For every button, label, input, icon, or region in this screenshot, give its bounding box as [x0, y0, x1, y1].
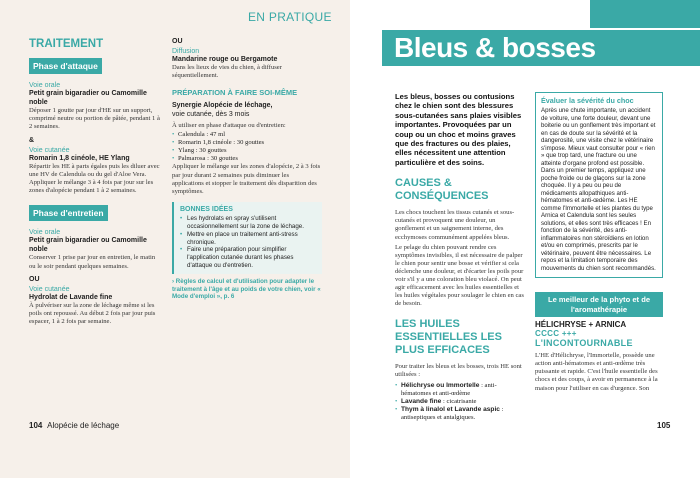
phase-entretien-tag: Phase d'entretien: [29, 205, 108, 221]
left-running-footer: Alopécie de léchage: [47, 421, 120, 430]
cutanee-1-title: Romarin 1,8 cinéole, HE Ylang: [29, 154, 130, 162]
ou-separator: OU: [29, 275, 40, 283]
left-column-a: [29, 38, 161, 326]
left-column-b: [172, 38, 322, 301]
huiles-intro: Pour traiter les bleus et les bosses, trois HE sont utilisées :: [395, 363, 522, 379]
huiles-heading: LES HUILES ESSENTIELLES LES PLUS EFFICACES: [395, 318, 502, 357]
ingredient-item: • Palmarosa : 30 gouttes: [172, 155, 322, 163]
ingredient-item: • Romarin 1,8 cinéole : 30 gouttes: [172, 139, 322, 147]
huile-name: Thym à linalol et Lavande aspic: [401, 405, 500, 413]
synergie-intro: À utiliser en phase d'attaque ou d'entretien:: [172, 122, 286, 130]
bonne-idee-item: • Faire une préparation pour simplifier l'application cutanée durant les phases d'attaque ou d'entretien.: [180, 246, 318, 269]
huile-item: [395, 406, 525, 422]
huile-item: [395, 398, 525, 406]
huile-desc: : anti-hématomes et anti-œdème: [401, 381, 497, 397]
bonne-idee-item: • Les hydrolats en spray s'utilisent occasionnellement sur la zone de léchage.: [180, 215, 318, 231]
diffusion-title: Mandarine rouge ou Bergamote: [172, 56, 278, 63]
right-page-number: 105: [657, 421, 671, 430]
page-title: Bleus & bosses: [394, 32, 596, 63]
phase-attaque-tag: Phase d'attaque: [29, 58, 102, 74]
mode-emploi-reference[interactable]: › Règles de calcul et d'utilisation pour adapter le traitement à l'âge et au poids de votre chien, voir « Mode d'emploi », p. 6: [172, 277, 321, 301]
section-header: EN PRATIQUE: [248, 10, 332, 24]
bonne-idee-item: • Mettre en place un traitement anti-stress chronique.: [180, 231, 318, 247]
huile-name: Lavande fine: [401, 397, 442, 405]
ingredient-item: • Ylang : 30 gouttes: [172, 147, 322, 155]
corner-accent: [590, 0, 700, 28]
bonnes-idees-list: [180, 215, 318, 270]
cutanee-2-title: Hydrolat de Lavande fine: [29, 293, 113, 301]
causes-body-1: Les chocs touchent les tissus cutanés et sous-cutanés et provoquent une douleur, un gonflement et un saignement interne, des ecchymoses communément appelées bleus.: [395, 209, 515, 241]
synergie-subtitle: voie cutanée, dès 3 mois: [172, 111, 250, 119]
causes-heading: CAUSES & CONSÉQUENCES: [395, 177, 489, 203]
ingredient-list: [172, 131, 322, 164]
bonnes-idees-title: BONNES IDÉES: [180, 206, 233, 214]
traitement-heading: TRAITEMENT: [29, 38, 104, 50]
voie-orale-label: Voie orale: [29, 82, 61, 89]
cutanee-2-body: À pulvériser sur la zone de léchage même si les poils ont repoussé. Au début 2 fois par jour puis espacer, 1 à 2 fois par semaine.: [29, 301, 156, 326]
bonnes-idees-box: [172, 202, 322, 274]
left-page-number: 104: [29, 421, 43, 430]
causes-body-2: Le pelage du chien pouvant rendre ces symptômes invisibles, il est nécessaire de palper le chien pour sentir une bosse et vérifier si cela déclenche une douleur, et d'écarter les poils pour voir s'il y a une coloration bleu violacé. On peut agir efficacement avec les huiles essentielles et les huiles végétales pour soulager le chien en cas de besoin.: [395, 243, 524, 308]
orale-1-title: Petit grain bigaradier ou Camomille noble: [29, 90, 147, 106]
eval-body: Après une chute importante, un accident de voiture, une forte douleur, devant une boiterie ou un gonflement très important et en cas de doute sur la sévérité et la dangerosité, une visite chez le vétérinaire s'impose. Mieux vaut consulter pour « rien » que trop tard, une fracture ou une atteinte d'organe profond est possible. Dans un premier temps, appliquez une poche froide ou de glaçons sur la zone choquée. Il y a peu ou peu de médicaments allopathiques anti-hématomes et anti-œdème. Les HE comme l'Immortelle et les plantes du type Arnica et Calendula sont les seules solutions, et elles sont très efficaces ! En fonction de la sévérité, des anti-inflammatoires non stéroïdiens en lotion et/ou en comprimés, prescrits par le vétérinaire, peuvent être nécessaires. Le repos et la limitation temporaire des mouvements du chien sont recommandés.: [541, 107, 656, 272]
best-of-rating: CCCC +++: [535, 329, 577, 339]
right-column-c: [395, 92, 525, 422]
diffusion-body: Dans les lieux de vies du chien, à diffuser séquentiellement.: [172, 64, 282, 80]
best-of-tagline: L'INCONTOURNABLE: [535, 338, 633, 349]
lead-paragraph: Les bleus, bosses ou contusions chez le chien sont des blessures sous-cutanées sans plaies visibles importantes. Provoquées par un coup ou un choc et moins graves que des fractures ou des plaies, elles nécessitent une attention particulière et des soins.: [395, 92, 522, 167]
best-of-heading: Le meilleur de la phyto et de l'aromathérapie: [535, 292, 663, 317]
huile-name: Hélichryse ou Immortelle: [401, 381, 480, 389]
left-folio: [29, 421, 119, 430]
synergie-body: Appliquer le mélange sur les zones d'alopécie, 2 à 3 fois par jour durant 2 semaines puis diminuer les applications et stopper le traitement dès disparition des symptômes.: [172, 163, 321, 196]
cutanee-1-body: Répartir les HE à parts égales puis les diluer avec une HV de Calendula ou du gel d'Aloe Vera. Appliquer le mélange 3 à 4 fois par jour sur les zones d'alopécie pendant 1 à 2 semaines.: [29, 162, 160, 195]
eval-title: Évaluer la sévérité du choc: [541, 96, 634, 105]
orale-2-body: Conserver 1 prise par jour en entretien, le matin ou le soir pendant quelques semaines.: [29, 254, 156, 270]
orale-2-title: Petit grain bigaradier ou Camomille noble: [29, 237, 147, 254]
voie-cutanee-2-label: Voie cutanée: [29, 285, 70, 293]
voie-orale-2-label: Voie orale: [29, 229, 61, 237]
preparation-heading: PRÉPARATION À FAIRE SOI-MÊME: [172, 88, 298, 98]
best-of-body: L'HE d'Hélichryse, l'Immortelle, possède une action anti-hématomes et anti-œdème très puissante et rapide. C'est l'huile essentielle des chocs et des coups, à avoir en permanence à la maison pour l'utiliser en cas d'urgence. Son: [535, 352, 658, 392]
ingredient-item: • Calendula : 47 ml: [172, 131, 322, 139]
synergie-title: Synergie Alopécie de léchage,: [172, 102, 273, 110]
huile-desc: : cicatrisante: [441, 397, 477, 405]
eval-box: [535, 92, 663, 278]
voie-cutanee-label: Voie cutanée: [29, 146, 70, 154]
huile-desc: : antiseptiques et antalgiques.: [401, 405, 504, 421]
ou-separator-2: OU: [172, 38, 183, 45]
huile-item: [395, 382, 525, 398]
huiles-list: [395, 382, 525, 422]
best-of-product: HÉLICHRYSE + ARNICA: [535, 320, 627, 330]
right-column-d: [535, 92, 663, 393]
and-sign: &: [29, 136, 35, 144]
best-of-box: [535, 292, 663, 393]
diffusion-label: Diffusion: [172, 48, 200, 55]
orale-1-body: Déposer 1 goutte par jour d'HE sur un support, comprimé neutre ou portion de pâtée, pendant 1 à 2 semaines.: [29, 107, 160, 131]
